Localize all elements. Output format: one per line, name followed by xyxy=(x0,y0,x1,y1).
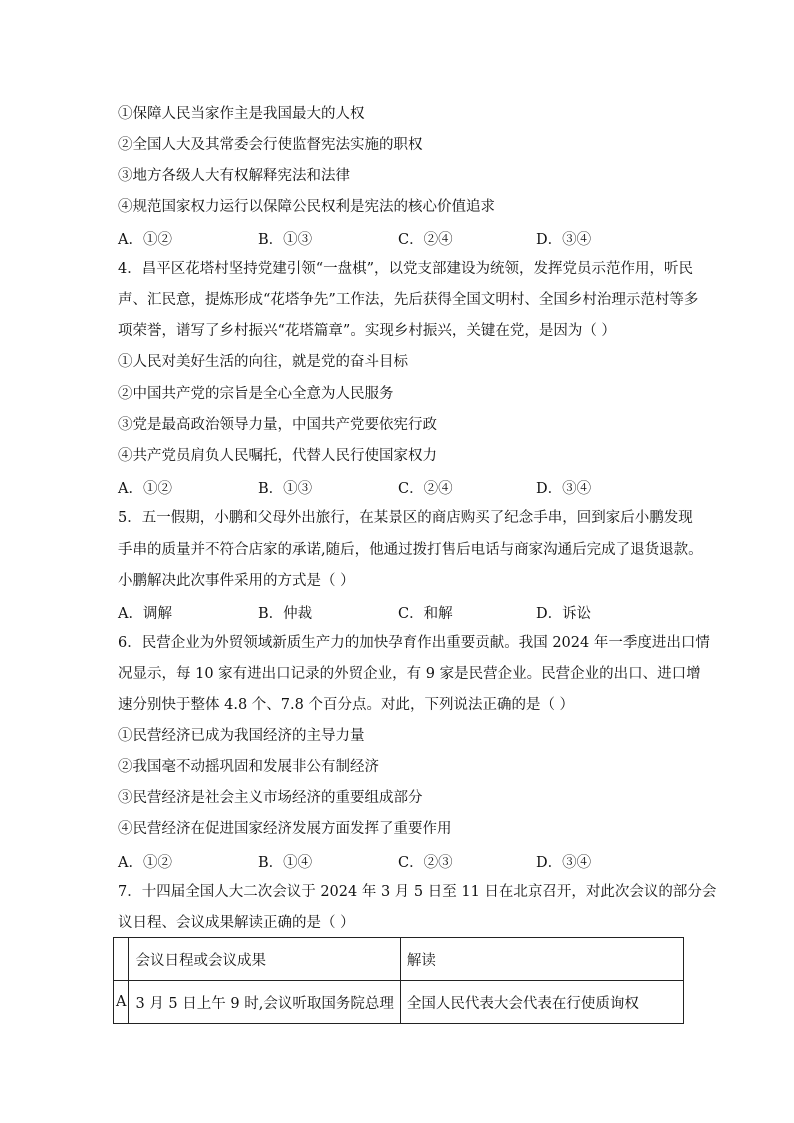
q5-option-d[interactable]: D．诉讼 xyxy=(536,606,592,622)
q3-item-4: ④规范国家权力运行以保障公民权利是宪法的核心价值追求 xyxy=(118,199,495,215)
q6-item-2: ②我国毫不动摇巩固和发展非公有制经济 xyxy=(118,759,379,775)
q7-header-interpretation: 解读 xyxy=(400,938,683,981)
q4-item-2: ②中国共产党的宗旨是全心全意为人民服务 xyxy=(118,386,394,402)
q7-header-agenda: 会议日程或会议成果 xyxy=(129,938,400,981)
q4-stem-line-1: 4．昌平区花塔村坚持党建引领“一盘棋”，以党支部建设为统领，发挥党员示范作用，听民 xyxy=(118,261,694,277)
q3-options xyxy=(118,228,678,248)
q7-table-header-row xyxy=(114,938,684,981)
q4-option-b[interactable]: B．①③ xyxy=(258,481,313,497)
q3-item-3: ③地方各级人大有权解释宪法和法律 xyxy=(118,168,350,184)
q4-option-a[interactable]: A．①② xyxy=(118,481,172,497)
q6-item-3: ③民营经济是社会主义市场经济的重要组成部分 xyxy=(118,790,423,806)
table-row xyxy=(114,981,684,1024)
q4-stem-line-3: 项荣誉，谱写了乡村振兴“花塔篇章”。实现乡村振兴，关键在党，是因为（ ） xyxy=(118,323,616,339)
q6-stem-line-2: 况显示，每 10 家有进出口记录的外贸企业，有 9 家是民营企业。民营企业的出口、进口增 xyxy=(118,666,701,682)
q4-item-3: ③党是最高政治领导力量，中国共产党要依宪行政 xyxy=(118,417,437,433)
q5-options xyxy=(118,602,678,622)
q3-option-c[interactable]: C．②④ xyxy=(398,232,453,248)
q6-option-d[interactable]: D．③④ xyxy=(536,855,592,871)
q7-row-a-agenda: 3 月 5 日上午 9 时,会议听取国务院总理 xyxy=(129,981,400,1024)
q7-header-label xyxy=(114,938,129,981)
q6-item-4: ④民营经济在促进国家经济发展方面发挥了重要作用 xyxy=(118,821,452,837)
q3-item-1: ①保障人民当家作主是我国最大的人权 xyxy=(118,106,365,122)
q6-option-b[interactable]: B．①④ xyxy=(258,855,313,871)
q4-options xyxy=(118,477,678,497)
q5-option-a[interactable]: A．调解 xyxy=(118,606,172,622)
q6-stem-line-1: 6．民营企业为外贸领域新质生产力的加快孕育作出重要贡献。我国 2024 年一季度进出口情 xyxy=(118,635,710,651)
q5-stem-line-2: 手串的质量并不符合店家的承诺,随后，他通过拨打售后电话与商家沟通后完成了退货退款。 xyxy=(118,542,703,558)
q4-option-c[interactable]: C．②④ xyxy=(398,481,453,497)
q6-stem-line-3: 速分别快于整体 4.8 个、7.8 个百分点。对此，下列说法正确的是（ ） xyxy=(118,697,575,713)
q5-stem-line-3: 小鹏解决此次事件采用的方式是（ ） xyxy=(118,573,355,589)
q3-item-2: ②全国人大及其常委会行使监督宪法实施的职权 xyxy=(118,137,423,153)
q3-option-a[interactable]: A．①② xyxy=(118,232,172,248)
q7-stem-line-2: 议日程、会议成果解读正确的是（ ） xyxy=(118,915,355,931)
q7-row-a-interpretation: 全国人民代表大会代表在行使质询权 xyxy=(400,981,683,1024)
q4-stem-line-2: 声、汇民意，提炼形成“花塔争先”工作法，先后获得全国文明村、全国乡村治理示范村等多 xyxy=(118,292,699,308)
q6-options xyxy=(118,851,678,871)
q4-option-d[interactable]: D．③④ xyxy=(536,481,592,497)
q4-item-1: ①人民对美好生活的向往，就是党的奋斗目标 xyxy=(118,354,408,370)
q6-option-a[interactable]: A．①② xyxy=(118,855,172,871)
q5-stem-line-1: 5．五一假期，小鹏和父母外出旅行，在某景区的商店购买了纪念手串，回到家后小鹏发现 xyxy=(118,510,693,526)
q3-option-d[interactable]: D．③④ xyxy=(536,232,592,248)
q4-item-4: ④共产党员肩负人民嘱托，代替人民行使国家权力 xyxy=(118,448,437,464)
q6-item-1: ①民营经济已成为我国经济的主导力量 xyxy=(118,728,365,744)
q7-stem-line-1: 7．十四届全国人大二次会议于 2024 年 3 月 5 日至 11 日在北京召开，对此次会议的部分会 xyxy=(118,884,717,900)
q3-option-b[interactable]: B．①③ xyxy=(258,232,313,248)
q6-option-c[interactable]: C．②③ xyxy=(398,855,453,871)
q7-table xyxy=(113,937,684,1024)
q7-row-a-label[interactable]: A xyxy=(114,981,129,1024)
q5-option-c[interactable]: C．和解 xyxy=(398,606,453,622)
q5-option-b[interactable]: B．仲裁 xyxy=(258,606,313,622)
